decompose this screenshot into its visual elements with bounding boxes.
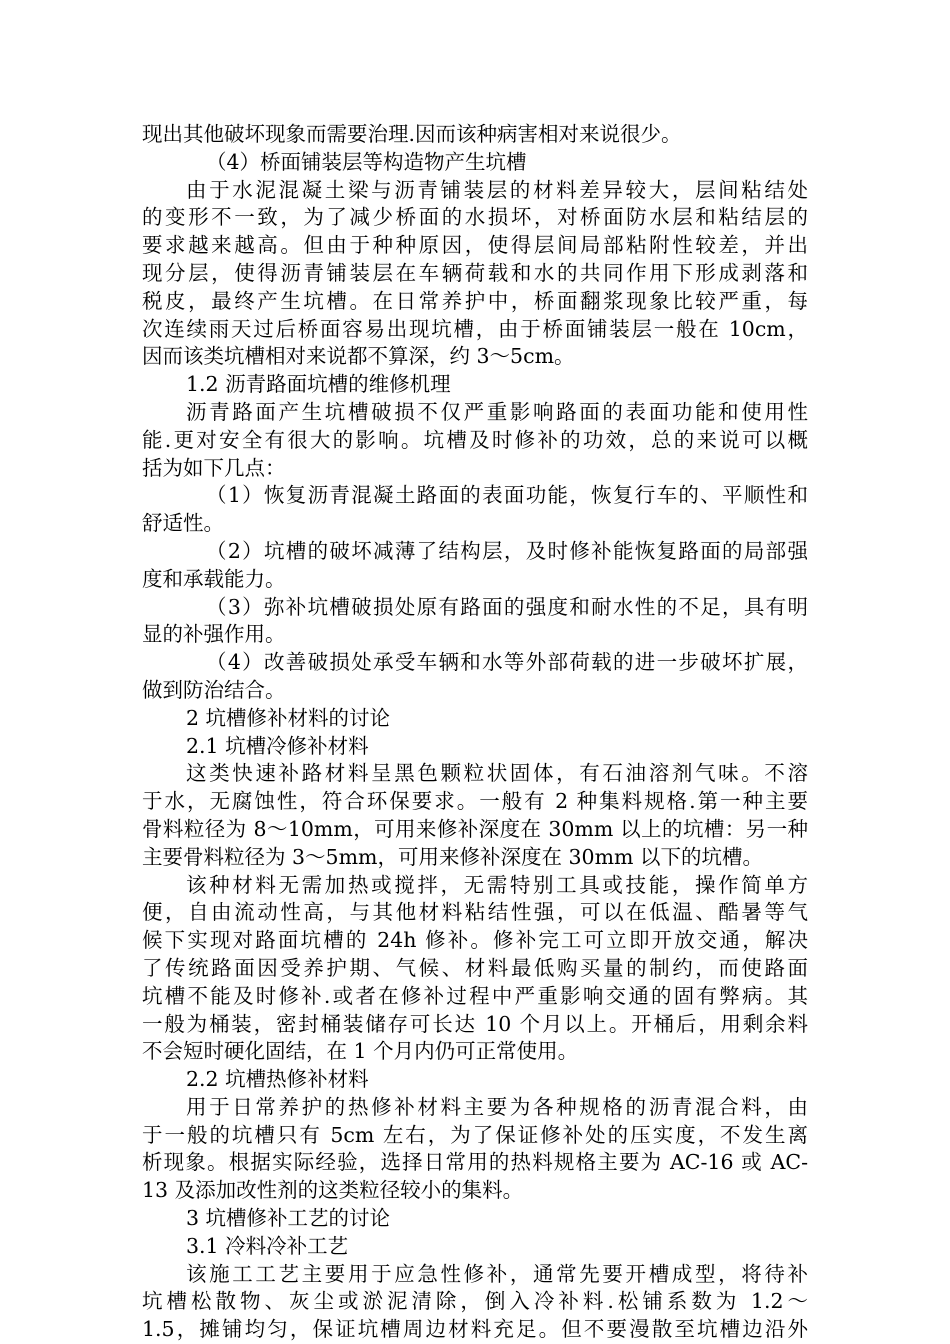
text-line: 该施工工艺主要用于应急性修补，通常先要开槽成型，将待补 bbox=[186, 1261, 808, 1286]
text-line: 由于水泥混凝土梁与沥青铺装层的材料差异较大，层间粘结处 bbox=[186, 177, 808, 202]
text-line: 的变形不一致，为了减少桥面的水损坏，对桥面防水层和粘结层的 bbox=[142, 205, 808, 230]
text-line: 沥青路面产生坑槽破损不仅严重影响路面的表面功能和使用性 bbox=[186, 399, 808, 424]
text-line: 析现象。根据实际经验，选择日常用的热料规格主要为 AC-16 或 AC- bbox=[142, 1150, 808, 1175]
text-line: （4）桥面铺装层等构造物产生坑槽 bbox=[206, 149, 527, 174]
text-line: 这类快速补路材料呈黑色颗粒状固体，有石油溶剂气味。不溶 bbox=[186, 761, 808, 786]
text-line: 现分层，使得沥青铺装层在车辆荷载和水的共同作用下形成剥落和 bbox=[142, 260, 808, 285]
text-line: （4）改善破损处承受车辆和水等外部荷载的进一步破坏扩展， bbox=[206, 650, 808, 675]
text-line: 了传统路面因受养护期、气候、材料最低购买量的制约，而使路面 bbox=[142, 955, 808, 980]
text-line: 括为如下几点： bbox=[142, 455, 286, 480]
text-line: （3）弥补坑槽破损处原有路面的强度和耐水性的不足，具有明 bbox=[206, 594, 808, 619]
text-line: 3.1 冷料冷补工艺 bbox=[186, 1233, 349, 1258]
text-line: 于一般的坑槽只有 5cm 左右，为了保证修补处的压实度，不发生离 bbox=[142, 1122, 808, 1147]
text-line: 坑槽松散物、灰尘或淤泥清除，倒入冷补料.松铺系数为 1.2～ bbox=[142, 1289, 808, 1314]
text-line: 用于日常养护的热修补材料主要为各种规格的沥青混合料，由 bbox=[186, 1094, 808, 1119]
text-line: 舒适性。 bbox=[142, 511, 224, 536]
text-line: 2 坑槽修补材料的讨论 bbox=[186, 705, 391, 730]
text-line: 便，自由流动性高，与其他材料粘结性强，可以在低温、酷暑等气 bbox=[142, 900, 808, 925]
text-line: 2.1 坑槽冷修补材料 bbox=[186, 733, 369, 758]
text-line: 候下实现对路面坑槽的 24h 修补。修补完工可立即开放交通，解决 bbox=[142, 928, 808, 953]
text-line: （1）恢复沥青混凝土路面的表面功能，恢复行车的、平顺性和 bbox=[206, 483, 808, 508]
text-line: 度和承载能力。 bbox=[142, 566, 286, 591]
text-line: 骨料粒径为 8～10mm，可用来修补深度在 30mm 以上的坑槽：另一种 bbox=[142, 816, 808, 841]
text-line: 13 及添加改性剂的这类粒径较小的集料。 bbox=[142, 1178, 524, 1203]
text-line: 一般为桶装，密封桶装储存可长达 10 个月以上。开桶后，用剩余料 bbox=[142, 1011, 808, 1036]
text-line: 主要骨料粒径为 3～5mm，可用来修补深度在 30mm 以下的坑槽。 bbox=[142, 844, 763, 869]
text-line: 该种材料无需加热或搅拌，无需特别工具或技能，操作简单方 bbox=[186, 872, 808, 897]
text-line: 于水，无腐蚀性，符合环保要求。一般有 2 种集料规格.第一种主要 bbox=[142, 789, 808, 814]
text-line: 税皮，最终产生坑槽。在日常养护中，桥面翻浆现象比较严重，每 bbox=[142, 288, 808, 313]
document-page bbox=[142, 121, 808, 1344]
text-line: 不会短时硬化固结，在 1 个月内仍可正常使用。 bbox=[142, 1039, 579, 1064]
text-line: 能.更对安全有很大的影响。坑槽及时修补的功效，总的来说可以概 bbox=[142, 427, 808, 452]
text-line: 1.2 沥青路面坑槽的维修机理 bbox=[186, 372, 451, 397]
text-line: （2）坑槽的破坏减薄了结构层，及时修补能恢复路面的局部强 bbox=[206, 538, 808, 563]
text-line: 显的补强作用。 bbox=[142, 622, 286, 647]
text-line: 2.2 坑槽热修补材料 bbox=[186, 1067, 369, 1092]
text-line: 次连续雨天过后桥面容易出现坑槽，由于桥面铺装层一般在 10cm， bbox=[142, 316, 808, 341]
text-line: 因而该类坑槽相对来说都不算深，约 3～5cm。 bbox=[142, 344, 575, 369]
text-line: 做到防治结合。 bbox=[142, 677, 286, 702]
text-line: 坑槽不能及时修补.或者在修补过程中严重影响交通的固有弊病。其 bbox=[142, 983, 808, 1008]
text-line: 1.5，摊铺均匀，保证坑槽周边材料充足。但不要漫散至坑槽边沿外 bbox=[142, 1317, 808, 1342]
text-line: 要求越来越高。但由于种种原因，使得层间局部粘附性较差，并出 bbox=[142, 233, 808, 258]
text-line: 3 坑槽修补工艺的讨论 bbox=[186, 1206, 391, 1231]
text-line: 现出其他破坏现象而需要治理.因而该种病害相对来说很少。 bbox=[142, 122, 682, 146]
